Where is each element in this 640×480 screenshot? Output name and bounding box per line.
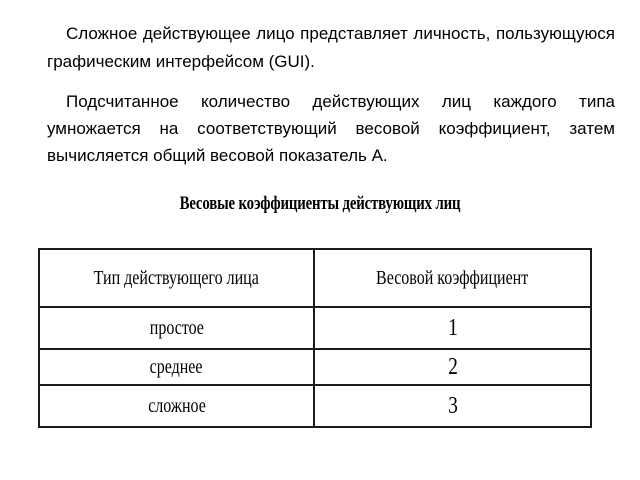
text-content [47,20,615,181]
table-header-row [39,249,591,307]
weight-value: 1 [447,314,458,341]
paragraph-complex-actor: Сложное действующее лицо представляет личность, пользующуюся графическим интерфейсом (GUI). [47,24,615,71]
cell-weight [314,385,591,427]
actor-type-average: среднее [150,355,203,378]
weight-value: 2 [447,353,458,380]
cell-weight [314,307,591,349]
header-actor-type-label: Тип действующего лица [93,266,260,289]
cell-weight [314,349,591,385]
weight-value: 3 [447,392,458,419]
header-weight [314,249,591,307]
table-row [39,307,591,349]
actor-type-complex: сложное [147,394,206,417]
header-actor-type [39,249,314,307]
table-title: Весовые коэффициенты действующих лиц [179,193,461,214]
actor-type-simple: простое [149,316,204,339]
actor-weights-table [38,248,592,428]
table-row [39,349,591,385]
table-row [39,385,591,427]
cell-actor-type [39,307,314,349]
paragraph-weight-calculation: Подсчитанное количество действующих лиц каждого типа умножается на соответствующий весовой коэффициент, затем вычисляется общий весовой показатель А. [47,92,615,165]
cell-actor-type [39,349,314,385]
header-weight-label: Весовой коэффициент [376,266,529,289]
cell-actor-type [39,385,314,427]
